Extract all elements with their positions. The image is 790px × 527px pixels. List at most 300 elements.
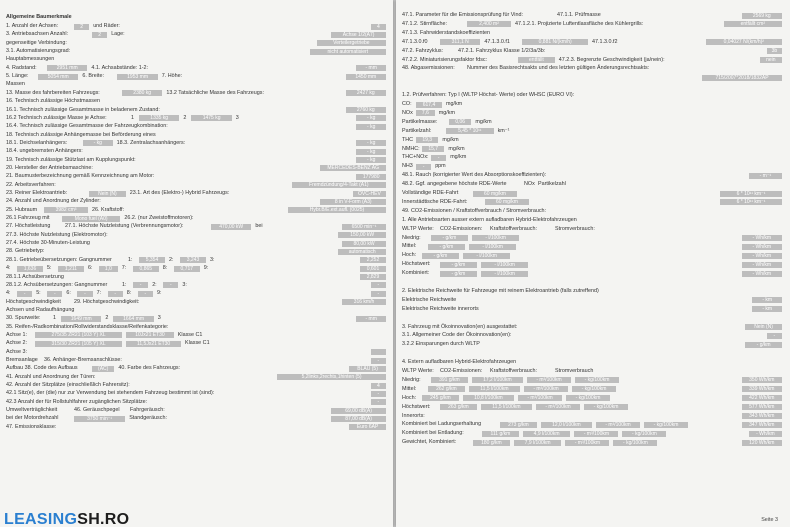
field-label: 35. Reifen-/Radkombination/Rollwiderstandsklasse/Reifenkategorie:: [6, 323, 169, 330]
form-row: [402, 128, 782, 135]
field-value: 11,5Jx21 ET30: [126, 341, 181, 347]
field-value: - Wh/km: [749, 431, 782, 437]
field-label: Achsen und Radaufhängung: [6, 306, 75, 313]
field-label: mg/km: [448, 145, 465, 152]
field-value: 577 Wh/km: [742, 404, 782, 410]
form-row: [402, 421, 782, 428]
field-label: 5:: [47, 265, 52, 272]
field-label: und Räder:: [93, 23, 120, 29]
field-label: Innerstädtische RDE-Fahrt:: [402, 198, 468, 205]
field-label: NOx: [524, 181, 535, 188]
field-value: - km: [752, 306, 782, 312]
field-label: 28.1.1 Achsübersetzung: [6, 273, 64, 280]
field-label: 47.1.2.1. Projizierte Luftentlassfläche des Kühlergrills:: [515, 20, 644, 27]
field-label: 28.1. Getriebeübersetzungen: Gangnummer: [6, 256, 112, 263]
field-label: NH3: [402, 163, 413, 170]
field-value: - mm: [356, 65, 386, 71]
field-label: 2:: [152, 281, 157, 288]
field-value: 2,252: [360, 257, 386, 263]
field-value: (AC): [92, 366, 114, 372]
field-value: 3,243: [180, 257, 206, 263]
field-label: Mittel:: [402, 243, 417, 250]
field-value: automatisch: [338, 249, 386, 255]
form-row: [6, 81, 386, 88]
field-label: 6:: [88, 265, 93, 272]
field-value: 5,2links,2rechts,1hinten (5): [277, 374, 386, 380]
form-row: [402, 57, 782, 64]
field-value: - kg/100km: [584, 404, 628, 410]
field-value: - g/km: [745, 342, 782, 348]
form-row: [402, 74, 782, 81]
form-row: [6, 282, 386, 289]
field-label: 47.2.1. Fahrzyklus Klasse 1/2/3a/3b:: [458, 47, 546, 54]
form-row: [6, 257, 386, 264]
form-row: [402, 395, 782, 402]
field-value: 470,00 kW: [211, 224, 251, 230]
field-label: mg/km: [442, 136, 459, 143]
form-row: [402, 137, 782, 144]
form-row: [6, 415, 386, 422]
field-value: - kg/100km: [572, 386, 616, 392]
field-label: bei der Motordrehzahl: [6, 415, 59, 422]
field-value: 422 Wh/km: [742, 395, 782, 401]
field-value: 1,0: [99, 266, 118, 272]
field-value: 8 in V-Form (A3): [320, 199, 386, 205]
field-value: 1475 kg: [191, 115, 231, 121]
field-value: -: [371, 391, 386, 397]
field-value: - Wh/km: [742, 262, 782, 268]
field-value: Mono fuel (A0): [62, 216, 120, 222]
form-row: [6, 115, 386, 122]
form-row: [6, 23, 386, 30]
field-label: mg/km: [438, 109, 455, 116]
field-label: WLTP Werte:: [402, 368, 434, 374]
form-row: [402, 208, 782, 215]
field-value: 60 mg/km: [485, 199, 529, 205]
field-value: - kg: [356, 115, 386, 121]
field-label: Niedrig:: [402, 376, 421, 383]
field-value: 1649 mm: [61, 316, 101, 322]
form-row: [402, 243, 782, 250]
field-label: km⁻¹: [497, 127, 510, 134]
field-label: Höchstgeschwindigkeit: [6, 298, 61, 305]
field-label: 9:: [157, 290, 162, 297]
field-value: 262 g/km: [428, 386, 465, 392]
field-label: Hauptabmessungen: [6, 56, 55, 63]
form-row: [6, 307, 386, 314]
field-value: 12,0 l/100km: [541, 422, 592, 428]
field-value: 6 * 10¹¹ km⁻¹: [720, 191, 782, 197]
field-value: - kg: [356, 124, 386, 130]
form-row: [6, 248, 386, 255]
field-label: 49. CO2-Emissionen / Kraftstoffverbrauch / Stromverbrauch:: [402, 207, 547, 214]
field-label: 3. Antriebsachsen Anzahl:: [6, 31, 69, 38]
field-label: Partikelzahl:: [402, 127, 432, 134]
field-label: 3.1. Automatisierungsgrad:: [6, 48, 71, 55]
field-label: 1: [131, 114, 134, 121]
field-label: 42. Anzahl der Sitzplätze (einschließlich Fahrersitz):: [6, 382, 130, 389]
field-label: 18.1. Deichselanhängers:: [6, 139, 68, 146]
field-value: -: [133, 282, 148, 288]
field-label: 2: [105, 315, 109, 322]
field-label: 1. Alle Antriebsarten ausser extern aufladbaren Hybrid-Elektrofahrzeugen: [402, 216, 577, 223]
field-value: - g/km: [440, 262, 477, 268]
field-value: 715/2007*2018/1832AP: [702, 75, 782, 81]
form-row: [6, 173, 386, 180]
field-label: Klasse C1: [185, 340, 210, 347]
form-row: [402, 110, 782, 117]
field-value: - Wh/km: [742, 244, 782, 250]
field-label: Achse 3:: [6, 348, 27, 355]
field-label: Massen: [6, 81, 25, 88]
field-value: 10,8 l/100km: [463, 395, 514, 401]
field-value: - km: [752, 297, 782, 303]
form-row: [402, 199, 782, 206]
field-value: 87,00 dB(A): [331, 416, 386, 422]
field-label: Achse 1:: [6, 331, 27, 338]
form-row: [402, 12, 782, 19]
field-value: -: [767, 333, 782, 339]
field-value: entfällt cm²: [724, 21, 782, 27]
field-value: 2427 kg: [346, 90, 386, 96]
form-row: [402, 226, 782, 233]
field-value: MERCEDES-BENZ AG: [320, 165, 386, 171]
field-label: 27.4. Höchste 30-Minuten-Leistung: [6, 240, 90, 247]
form-row: [402, 21, 782, 28]
form-row: [402, 279, 782, 286]
field-label: Hoch:: [402, 252, 417, 259]
field-value: 5054 mm: [38, 74, 78, 80]
field-label: 1.2. Prüfverfahren: Typ I (WLTP Höchst- Werte) oder WHSC (EURO VI):: [402, 92, 575, 99]
field-value: - g/km: [422, 253, 459, 259]
field-value: - m³/100km: [596, 422, 640, 428]
field-value: 11,5 l/100km: [481, 404, 532, 410]
field-label: 36. Anhänger-Bremsanschlüsse:: [44, 357, 122, 363]
form-row: [6, 382, 386, 389]
form-row: [402, 181, 782, 188]
field-value: -: [416, 164, 431, 170]
form-row: [6, 165, 386, 172]
field-value: [371, 349, 386, 355]
form-row: [6, 232, 386, 239]
field-label: Kraftstoffverbrauch:: [490, 368, 537, 374]
field-label: 47.2. Fahrzyklus:: [402, 47, 444, 54]
form-row: [402, 261, 782, 268]
field-value: -: [47, 291, 62, 297]
field-value: 4,9 l/100km: [523, 431, 571, 437]
field-label: 23. Reiner Elektroantrieb:: [6, 190, 68, 196]
field-label: 4. Extern aufladbaren Hybrid-Elektrofahrzeugen: [402, 359, 517, 366]
field-value: 6 * 10¹¹ km⁻¹: [720, 199, 782, 205]
form-row: [402, 297, 782, 304]
field-value: Euro 6AP: [349, 424, 386, 430]
form-row: [402, 146, 782, 153]
field-value: - g/km: [428, 244, 465, 250]
field-value: OVC-HEV: [353, 191, 386, 197]
field-label: 26. Kraftstoff:: [92, 206, 124, 213]
field-label: 1. Anzahl der Achsen:: [6, 23, 59, 29]
field-label: 25. Hubraum: [6, 206, 38, 213]
field-label: 48. Abgasemissionen:: [402, 65, 455, 72]
form-row: [6, 56, 386, 63]
field-value: 10Jx21 ET30: [126, 332, 174, 338]
field-value: 617,4: [416, 102, 442, 108]
field-value: - kg/100km: [575, 377, 619, 383]
form-row: [402, 154, 782, 161]
field-label: 23.1. Art des (Elektro-) Hybrid Fahrzeugs:: [129, 190, 230, 196]
field-value: 120 Wh/km: [742, 440, 782, 446]
field-value: - m³/100km: [518, 395, 562, 401]
field-label: 7:: [96, 290, 102, 297]
field-value: 2: [74, 24, 89, 30]
field-value: - m³/100km: [574, 431, 618, 437]
field-value: - l/100km: [481, 271, 529, 277]
field-value: 177980: [356, 174, 386, 180]
field-label: Elektrische Reichweite innerorts: [402, 305, 479, 312]
form-row: [402, 270, 782, 277]
field-label: Aufbau 38. Code des Aufbaus: [6, 365, 78, 372]
form-row: [402, 332, 782, 339]
field-value: 245 g/km: [422, 395, 459, 401]
field-value: Nein (N): [89, 191, 126, 197]
field-value: - l/100km: [463, 253, 511, 259]
field-label: 6. Breite:: [82, 73, 104, 80]
field-value: 316 km/h: [342, 299, 386, 305]
field-label: 3: [157, 315, 161, 322]
field-value: -: [371, 358, 386, 364]
field-value: - kg/100km: [644, 422, 688, 428]
field-label: 47.1.2. Stirnfläche:: [402, 20, 447, 27]
field-label: THC+NOx:: [402, 154, 429, 161]
form-row: [6, 207, 386, 214]
field-label: 4:: [6, 290, 11, 297]
field-value: 180 g/km: [473, 440, 510, 446]
field-label: 8:: [162, 265, 168, 272]
form-row: [6, 215, 386, 222]
field-value: - g/km: [431, 235, 468, 241]
field-value: - g/km: [440, 271, 477, 277]
field-label: Stromverbrauch:: [555, 225, 595, 232]
field-label: 29. Höchstgeschwindigkeit:: [74, 298, 140, 305]
form-row: [6, 315, 386, 322]
field-label: 16.1. Technisch zulässige Gesamtmasse in beladenem Zustand:: [6, 106, 160, 113]
field-label: CO2-Emissionen:: [440, 368, 483, 374]
field-value: nein: [760, 57, 782, 63]
form-row: [402, 368, 782, 375]
field-label: Kombiniert bei Ladungserhaltung: [402, 421, 482, 428]
field-value: Nein (N): [745, 324, 782, 330]
field-value: - kg/100km: [566, 395, 610, 401]
field-value: -: [371, 291, 386, 297]
field-value: 2380 kg: [122, 90, 162, 96]
field-value: - kg/100km: [622, 431, 666, 437]
field-value: - kg/100km: [613, 440, 657, 446]
field-label: Partikelzahl: [538, 181, 566, 188]
field-value: -: [371, 399, 386, 405]
field-label: Vollständige RDE-Fahrt: [402, 190, 459, 196]
field-value: 7,9 l/100km: [514, 440, 562, 446]
field-label: 40. Farbe des Fahrzeugs:: [118, 365, 181, 372]
form-row: [402, 288, 782, 295]
field-label: Niedrig:: [402, 234, 421, 241]
field-label: Achse 2:: [6, 340, 27, 347]
field-label: 13.2 Tatsächliche Masse des Fahrzeugs:: [166, 89, 264, 96]
field-label: Kraftstoffverbrauch:: [490, 225, 537, 232]
field-value: nicht automatisiert: [310, 49, 386, 55]
field-label: 30. Spurweite:: [6, 315, 41, 322]
form-row: [6, 407, 386, 414]
form-row: [402, 101, 782, 108]
field-label: 47.1.3. Fahrwiderstandskoeffizienten: [402, 29, 491, 36]
field-label: 18.4. ungebremsten Anhängers:: [6, 148, 83, 155]
form-row: [402, 190, 782, 197]
form-row: [6, 424, 386, 431]
form-row: [6, 390, 386, 397]
field-value: - kg: [356, 140, 386, 146]
field-value: 391 g/km: [431, 377, 468, 383]
field-label: 27.3. Höchste Nutzleistung (Elektromotor):: [6, 231, 108, 238]
form-row: [402, 404, 782, 411]
field-label: 21. Baumusterbezeichnung gemäß Kennzeichnung am Motor:: [6, 173, 155, 180]
form-row: [6, 140, 386, 147]
field-value: - Wh/km: [742, 253, 782, 259]
field-label: Bremsanlage: [6, 357, 38, 363]
field-label: 3:: [210, 256, 215, 263]
document-page-right: [396, 0, 790, 527]
form-row: [6, 340, 386, 347]
field-label: 24. Anzahl und Anordnung der Zylinder:: [6, 198, 101, 205]
field-value: - m³/100km: [524, 386, 568, 392]
form-row: [402, 315, 782, 322]
field-value: -: [138, 291, 153, 297]
field-label: 27. Höchstleistung: [6, 223, 51, 230]
field-value: 3b: [767, 48, 782, 54]
field-label: 2: [183, 114, 187, 121]
field-label: Nummer des Basisrechtsakts und des letzten gültigen Änderungsrechtsakts:: [467, 65, 650, 72]
form-row: [6, 98, 386, 105]
form-row: [402, 30, 782, 37]
field-value: 3750 min⁻¹: [74, 416, 125, 422]
field-label: 27.1. Höchste Nutzleistung (Verbrennungsmotor):: [65, 223, 184, 230]
form-row: [6, 40, 386, 47]
form-row: [402, 48, 782, 55]
field-label: 13. Masse des fahrbereiten Fahrzeugs:: [6, 89, 100, 96]
field-label: 18.3. Zentralachsanhängers:: [116, 139, 186, 146]
field-label: 3.2.2 Einsparungen durch WLTP: [402, 341, 480, 348]
field-label: Partikelmasse:: [402, 118, 438, 125]
field-value: 5,354: [139, 257, 165, 263]
form-row: [402, 163, 782, 170]
field-label: Kombiniert:: [402, 270, 430, 277]
field-value: - l/100km: [469, 244, 517, 250]
form-row: [6, 290, 386, 297]
form-row: [402, 172, 782, 179]
field-value: 343 Wh/km: [742, 413, 782, 419]
field-label: 47.2.2. Miniaturisierungsfaktor fdsc:: [402, 56, 488, 63]
form-row: [6, 265, 386, 272]
field-label: 3. Fahrzeug mit Ökoinnovation(en) ausgestattet:: [402, 323, 518, 330]
field-label: NMHC:: [402, 145, 420, 152]
form-row: [6, 182, 386, 189]
field-label: 47.1.3.0.f2: [592, 38, 618, 45]
field-label: 3: [235, 114, 239, 121]
field-label: 2:: [169, 256, 174, 263]
field-value: 0,717: [174, 266, 200, 272]
field-value: - Wh/km: [742, 235, 782, 241]
field-value: 4: [371, 383, 386, 389]
field-label: 1: [53, 315, 56, 322]
form-row: [402, 377, 782, 384]
form-row: [6, 349, 386, 356]
field-label: 47.1.3.0.f1: [484, 38, 510, 45]
form-row: [402, 324, 782, 331]
field-value: 2569 kg: [742, 13, 782, 19]
form-row: [6, 399, 386, 406]
form-row: [6, 223, 386, 230]
field-label: 47.2.3. Begrenzte Geschwindigkeit (ja/nein):: [558, 56, 665, 63]
form-row: [402, 235, 782, 242]
field-label: 42.3 Anzahl der für Rollstuhlfahrer zugänglichen Sitzplätze:: [6, 398, 148, 405]
field-value: - kg: [83, 140, 113, 146]
field-value: 1335 kg: [139, 115, 179, 121]
field-label: 16.4. Technisch zulässige Gesamtmasse der Fahrzeugkombination:: [6, 123, 168, 130]
form-row: [402, 252, 782, 259]
field-label: 28.1.2. Achsübersetzungen: Gangnummer: [6, 281, 108, 288]
field-label: Höchstwert:: [402, 403, 431, 410]
field-label: 22. Arbeitsverfahren:: [6, 181, 56, 188]
field-value: 2760 kg: [346, 107, 386, 113]
form-row: [6, 90, 386, 97]
field-value: 150,00 kW: [338, 232, 386, 238]
form-row: [402, 39, 782, 46]
field-label: 16.2 Technisch zulässige Masse je Achse:: [6, 114, 107, 121]
field-label: Höchstwert:: [402, 261, 431, 268]
field-value: 6500 min⁻¹: [342, 224, 386, 230]
form-row: [6, 48, 386, 55]
form-row: [402, 83, 782, 90]
field-label: 4:: [6, 265, 11, 272]
form-row: [402, 350, 782, 357]
field-label: 47.1.3.0.f0: [402, 38, 428, 45]
form-row: [402, 439, 782, 446]
field-label: Umweltverträglichkeit: [6, 407, 58, 414]
field-value: 2,400 m²: [467, 21, 511, 27]
form-row: [6, 107, 386, 114]
page-number: Seite 3: [761, 517, 778, 523]
field-value: 0,04027 N/(km/h)²: [706, 39, 782, 45]
field-label: 4.1. Achsabstände: 1-2:: [91, 64, 149, 71]
field-value: - l/100km: [481, 262, 529, 268]
field-value: -: [371, 282, 386, 288]
field-label: 41. Anzahl und Anordnung der Türen:: [6, 373, 96, 380]
field-label: 1:: [128, 256, 133, 263]
field-value: 339 Wh/km: [742, 386, 782, 392]
field-label: 46. Geräuschpegel: [74, 407, 120, 414]
field-label: mg/km: [450, 154, 467, 161]
field-value: 1,636: [17, 266, 43, 272]
form-row: [6, 198, 386, 205]
field-value: - m³/100km: [536, 404, 580, 410]
form-row: [6, 190, 386, 197]
field-label: Stromverbrauch: [555, 368, 594, 374]
form-row: [402, 359, 782, 366]
field-value: 1953 mm: [117, 74, 157, 80]
field-label: WLTP Werte:: [402, 225, 434, 232]
form-row: [6, 374, 386, 381]
field-label: 47. Emissionsklasse:: [6, 423, 57, 430]
field-label: mg/km: [475, 118, 492, 125]
field-label: Elektrische Reichweite: [402, 296, 457, 303]
